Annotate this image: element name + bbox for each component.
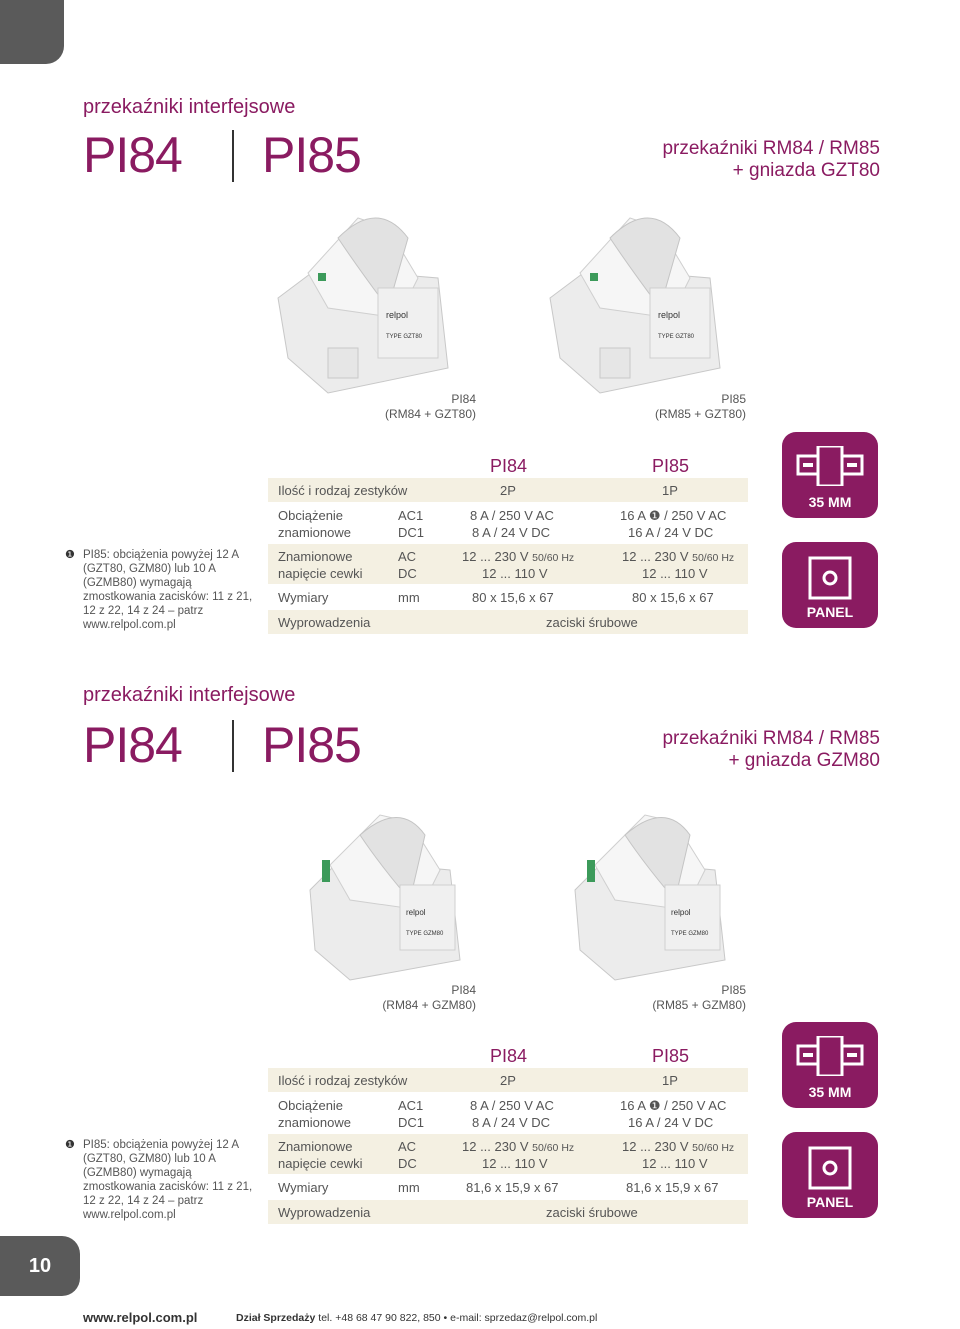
cell-coil-ac-label: AC	[398, 549, 417, 564]
row-label-load-1: Obciążenie	[278, 508, 344, 523]
svg-text:TYPE GZT80: TYPE GZT80	[386, 334, 423, 340]
cell-dims-unit: mm	[398, 590, 420, 605]
cell-load-a-dc: 8 A / 24 V DC	[472, 1115, 551, 1130]
panel-mount-icon	[804, 1144, 856, 1192]
cell-load-ac-label: AC1	[398, 508, 424, 523]
caption-pi85	[650, 983, 746, 1013]
coil-frequency: 50/60 Hz	[692, 552, 735, 564]
cell-dims-unit: mm	[398, 1180, 420, 1195]
title-divider	[232, 720, 234, 772]
cell-load-b-ac: 16 A ❶ / 250 V AC	[620, 508, 727, 523]
row-label-dims: Wymiary	[278, 590, 329, 605]
cell-contacts-a: 2P	[500, 483, 516, 498]
badge-label: 35 MM	[808, 494, 852, 510]
model-title-a	[83, 716, 182, 774]
row-label-load-2: znamionowe	[278, 525, 351, 540]
badge-label: PANEL	[806, 604, 854, 620]
cell-terminals: zaciski śrubowe	[546, 615, 638, 630]
coil-value: 12 ... 230 V	[462, 1139, 529, 1154]
caption-pi85	[650, 392, 746, 422]
subtitle-line-2: + gniazda GZT80	[732, 160, 880, 181]
subtitle	[662, 138, 880, 182]
section-label: przekaźniki interfejsowe	[83, 684, 296, 706]
corner-tab	[0, 0, 64, 64]
product-image-pi84-gzm80	[300, 800, 480, 985]
cell-coil-ac-label: AC	[398, 1139, 417, 1154]
caption-line: (RM84 + GZT80)	[384, 407, 476, 421]
coil-value: 12 ... 230 V	[622, 549, 689, 564]
svg-text:TYPE GZT80: TYPE GZT80	[658, 334, 695, 340]
model-number: 84	[128, 127, 182, 183]
caption-line: PI84	[451, 983, 476, 997]
row-label-coil-1: Znamionowe	[278, 549, 353, 564]
subtitle	[662, 728, 880, 772]
model-title-b	[262, 126, 361, 184]
subtitle-line-1: przekaźniki RM84 / RM85	[662, 138, 880, 159]
row-label-contacts: Ilość i rodzaj zestyków	[278, 1073, 408, 1088]
svg-text:relpol: relpol	[671, 908, 691, 917]
caption-line: (RM85 + GZT80)	[654, 407, 746, 421]
column-header-pi84: PI84	[490, 456, 528, 476]
badge-35mm-rail	[782, 1022, 878, 1108]
row-label-coil-2: napięcie cewki	[278, 566, 363, 581]
subtitle-line-1: przekaźniki RM84 / RM85	[662, 728, 880, 749]
footnote-marker: ❶	[65, 1139, 75, 1151]
coil-frequency: 50/60 Hz	[692, 1142, 735, 1154]
row-label-terminals: Wyprowadzenia	[278, 1205, 371, 1220]
row-label-load-2: znamionowe	[278, 1115, 351, 1130]
column-header-pi85: PI85	[652, 1046, 690, 1066]
footer-department: Dział Sprzedaży	[236, 1312, 316, 1324]
cell-load-dc-label: DC1	[398, 1115, 425, 1130]
model-prefix: PI	[262, 717, 308, 773]
cell-coil-b-dc: 12 ... 110 V	[642, 566, 708, 581]
caption-line: (RM85 + GZM80)	[652, 998, 746, 1012]
cell-load-a-dc: 8 A / 24 V DC	[472, 525, 551, 540]
model-number: 84	[128, 717, 182, 773]
cell-coil-dc-label: DC	[398, 566, 417, 581]
column-header-pi84: PI84	[490, 1046, 528, 1066]
product-image-pi85-gzt80	[540, 198, 740, 398]
svg-text:TYPE GZM80: TYPE GZM80	[406, 931, 444, 937]
caption-pi84	[380, 392, 476, 422]
footer-contact-details: tel. +48 68 47 90 822, 850 • e-mail: sprzedaz@relpol.com.pl	[318, 1312, 598, 1324]
model-prefix: PI	[83, 717, 129, 773]
product-image-pi84-gzt80	[268, 198, 468, 398]
badge-35mm-rail	[782, 432, 878, 518]
cell-terminals: zaciski śrubowe	[546, 1205, 638, 1220]
svg-text:relpol: relpol	[406, 908, 426, 917]
cell-load-b-ac: 16 A ❶ / 250 V AC	[620, 1098, 727, 1113]
caption-line: (RM84 + GZM80)	[382, 998, 476, 1012]
footnote-marker: ❶	[65, 549, 75, 561]
page-number: 10	[0, 1236, 80, 1296]
model-title-a	[83, 126, 182, 184]
cell-coil-dc-label: DC	[398, 1156, 417, 1171]
cell-contacts-b: 1P	[662, 1073, 678, 1088]
cell-dims-a: 81,6 x 15,9 x 67	[466, 1180, 559, 1195]
cell-load-a-ac: 8 A / 250 V AC	[470, 1098, 554, 1113]
footer-website[interactable]: www.relpol.com.pl	[83, 1310, 198, 1325]
cell-dims-b: 80 x 15,6 x 67	[632, 590, 714, 605]
badge-panel-mount	[782, 542, 878, 628]
panel-mount-icon	[804, 554, 856, 602]
row-label-load-1: Obciążenie	[278, 1098, 344, 1113]
row-label-coil-1: Znamionowe	[278, 1139, 353, 1154]
coil-frequency: 50/60 Hz	[532, 552, 575, 564]
cell-load-ac-label: AC1	[398, 1098, 424, 1113]
cell-load-b-dc: 16 A / 24 V DC	[628, 1115, 714, 1130]
cell-dims-b: 81,6 x 15,9 x 67	[626, 1180, 719, 1195]
row-label-terminals: Wyprowadzenia	[278, 615, 371, 630]
cell-load-a-ac: 8 A / 250 V AC	[470, 508, 554, 523]
title-divider	[232, 130, 234, 182]
row-label-coil-2: napięcie cewki	[278, 1156, 363, 1171]
cell-load-b-dc: 16 A / 24 V DC	[628, 525, 714, 540]
caption-pi84	[380, 983, 476, 1013]
subtitle-line-2: + gniazda GZM80	[728, 750, 880, 771]
badge-label: PANEL	[806, 1194, 854, 1210]
caption-line: PI85	[721, 983, 746, 997]
svg-text:TYPE GZM80: TYPE GZM80	[671, 931, 709, 937]
din-rail-icon	[794, 1036, 866, 1076]
din-rail-icon	[794, 446, 866, 486]
badge-label: 35 MM	[808, 1084, 852, 1100]
coil-value: 12 ... 230 V	[462, 549, 529, 564]
cell-contacts-b: 1P	[662, 483, 678, 498]
badge-panel-mount	[782, 1132, 878, 1218]
cell-dims-a: 80 x 15,6 x 67	[472, 590, 554, 605]
cell-coil-b-dc: 12 ... 110 V	[642, 1156, 708, 1171]
column-header-pi85: PI85	[652, 456, 690, 476]
footnote-text: PI85: obciążenia powyżej 12 A (GZT80, GZM80) lub 10 A (GZMB80) wymagają zmostkowania zacisków: 11 z 21, 12 z 22, 14 z 24 – patrz www.relpol.com.pl	[83, 549, 253, 631]
svg-text:relpol: relpol	[658, 310, 681, 320]
coil-frequency: 50/60 Hz	[532, 1142, 575, 1154]
cell-coil-a-dc: 12 ... 110 V	[482, 1156, 548, 1171]
row-label-dims: Wymiary	[278, 1180, 329, 1195]
caption-line: PI85	[721, 392, 746, 406]
svg-text:relpol: relpol	[386, 310, 409, 320]
footnote	[65, 548, 263, 632]
footnote-text: PI85: obciążenia powyżej 12 A (GZT80, GZM80) lub 10 A (GZMB80) wymagają zmostkowania zacisków: 11 z 21, 12 z 22, 14 z 24 – patrz www.relpol.com.pl	[83, 1139, 253, 1221]
cell-load-dc-label: DC1	[398, 525, 425, 540]
coil-value: 12 ... 230 V	[622, 1139, 689, 1154]
footnote	[65, 1138, 263, 1222]
model-prefix: PI	[83, 127, 129, 183]
model-prefix: PI	[262, 127, 308, 183]
product-image-pi85-gzm80	[565, 800, 745, 985]
cell-contacts-a: 2P	[500, 1073, 516, 1088]
model-title-b	[262, 716, 361, 774]
model-number: 85	[307, 127, 361, 183]
row-label-contacts: Ilość i rodzaj zestyków	[278, 483, 408, 498]
section-label: przekaźniki interfejsowe	[83, 96, 296, 118]
model-number: 85	[307, 717, 361, 773]
footer-contact	[236, 1312, 597, 1324]
cell-coil-a-dc: 12 ... 110 V	[482, 566, 548, 581]
caption-line: PI84	[451, 392, 476, 406]
